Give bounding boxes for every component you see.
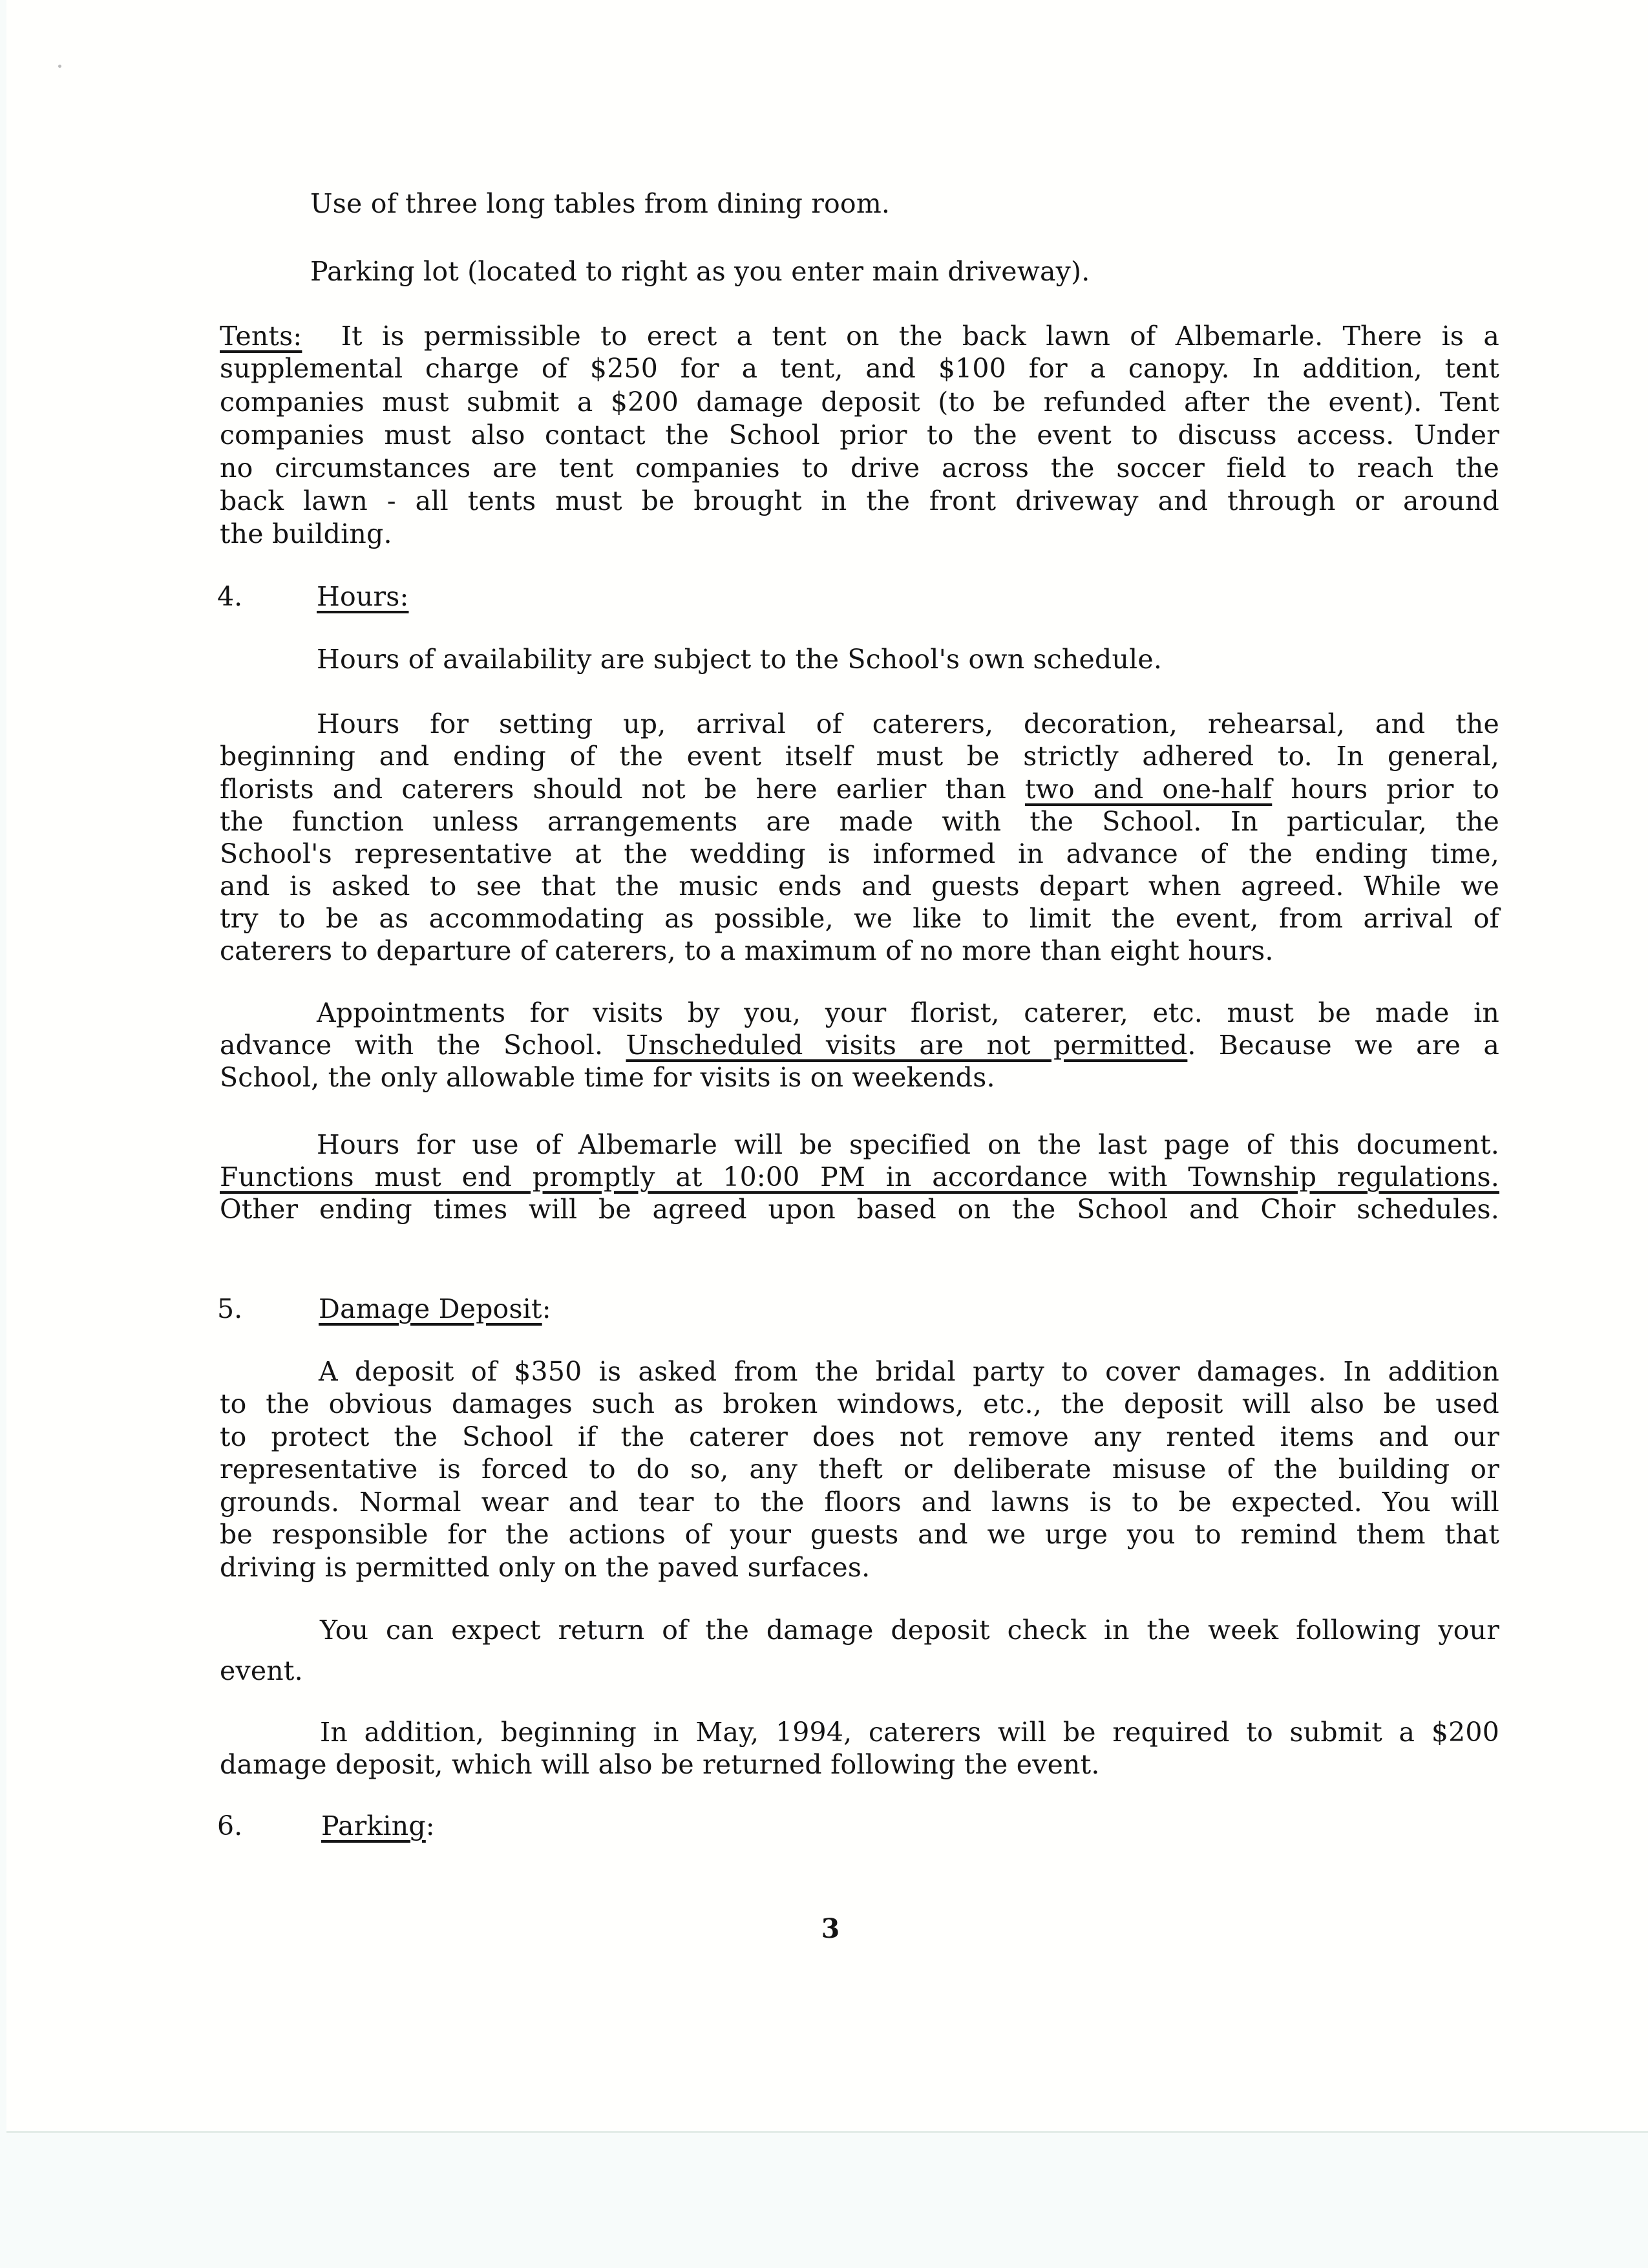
section-4-title: Hours:: [317, 581, 409, 612]
hours-p2-line-6: and is asked to see that the music ends and guests depart when agreed. While we: [220, 871, 1499, 902]
hours-p2-line-3: florists and caterers should not be here earlier than two and one-half hours prior to: [220, 774, 1499, 805]
deposit-p1-line-5: grounds. Normal wear and tear to the floors and lawns is to be expected. You will: [220, 1487, 1499, 1518]
section-5-number: 5.: [217, 1293, 243, 1324]
hours-p3-line-1: Appointments for visits by you, your florist, caterer, etc. must be made in: [317, 997, 1499, 1028]
hours-p2-line-1: Hours for setting up, arrival of caterers, decoration, rehearsal, and the: [317, 708, 1499, 739]
tents-line-3: companies must submit a $200 damage deposit (to be refunded after the event). Tent: [220, 387, 1499, 418]
tents-line-2: supplemental charge of $250 for a tent, and $100 for a canopy. In addition, tent: [220, 353, 1499, 384]
hours-p4-line-1: Hours for use of Albemarle will be specified on the last page of this document.: [317, 1129, 1499, 1160]
deposit-p3-line-1: In addition, beginning in May, 1994, caterers will be required to submit a $200: [320, 1717, 1499, 1748]
deposit-p1-line-6: be responsible for the actions of your guests and we urge you to remind them that: [220, 1519, 1499, 1550]
section-4-number: 4.: [217, 581, 243, 612]
hours-p2-line-8: caterers to departure of caterers, to a maximum of no more than eight hours.: [220, 935, 1274, 966]
tents-line-4: companies must also contact the School prior to the event to discuss access. Under: [220, 419, 1499, 450]
deposit-p2-line-2: event.: [220, 1655, 303, 1686]
hours-p2-line-7: try to be as accommodating as possible, we like to limit the event, from arrival of: [220, 903, 1499, 934]
tents-line-5: no circumstances are tent companies to drive across the soccer field to reach the: [220, 452, 1499, 483]
tents-label: Tents:: [220, 321, 302, 352]
hours-p1: Hours of availability are subject to the School's own schedule.: [317, 644, 1163, 675]
tents-line-6: back lawn - all tents must be brought in the front driveway and through or around: [220, 485, 1499, 516]
deposit-p1-line-7: driving is permitted only on the paved surfaces.: [220, 1552, 871, 1583]
section-6-title: Parking:: [321, 1810, 435, 1841]
deposit-p1-line-4: representative is forced to do so, any theft or deliberate misuse of the building or: [220, 1454, 1499, 1485]
deposit-p1-line-3: to protect the School if the caterer does not remove any rented items and our: [220, 1421, 1499, 1452]
tents-line-1: Tents: It is permissible to erect a tent on the back lawn of Albemarle. There is a: [220, 321, 1499, 352]
hours-p4-line-2-emphasis: Functions must end promptly at 10:00 PM in accordance with Township regulations.: [220, 1161, 1499, 1192]
deposit-p3-line-2: damage deposit, which will also be returned following the event.: [220, 1749, 1100, 1780]
hours-p4-line-3: Other ending times will be agreed upon based on the School and Choir schedules.: [220, 1194, 1499, 1225]
deposit-p1-line-2: to the obvious damages such as broken windows, etc., the deposit will also be used: [220, 1388, 1499, 1419]
page-number: 3: [821, 1913, 840, 1944]
hours-p2-line-5: School's representative at the wedding is informed in advance of the ending time,: [220, 838, 1499, 869]
intro-item-tables: Use of three long tables from dining room.: [310, 188, 891, 219]
deposit-p2-line-1: You can expect return of the damage deposit check in the week following your: [320, 1615, 1499, 1646]
hours-p3-line-3: School, the only allowable time for visits is on weekends.: [220, 1062, 995, 1093]
scan-speck: [58, 65, 61, 68]
hours-p2-line-2: beginning and ending of the event itself must be strictly adhered to. In general,: [220, 741, 1499, 772]
hours-p2-line-4: the function unless arrangements are made with the School. In particular, the: [220, 806, 1499, 837]
intro-item-parking-lot: Parking lot (located to right as you enter main driveway).: [310, 256, 1090, 287]
deposit-p1-line-1: A deposit of $350 is asked from the bridal party to cover damages. In addition: [319, 1356, 1499, 1387]
section-6-number: 6.: [217, 1810, 243, 1841]
section-5-title: Damage Deposit:: [319, 1293, 551, 1324]
hours-p3-line-2: advance with the School. Unscheduled visits are not permitted. Because we are a: [220, 1030, 1499, 1061]
unscheduled-visits-emphasis: Unscheduled visits are not permitted: [626, 1030, 1188, 1061]
two-and-one-half-emphasis: two and one-half: [1024, 774, 1273, 805]
tents-line-7: the building.: [220, 518, 392, 549]
document-page: [6, 0, 1648, 2133]
